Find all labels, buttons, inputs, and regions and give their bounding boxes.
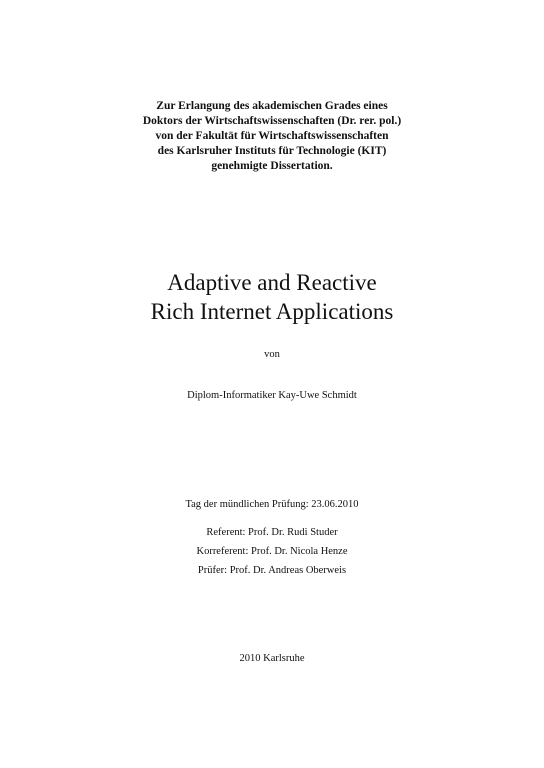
statement-line-1: Zur Erlangung des akademischen Grades eines xyxy=(156,100,388,112)
exam-date: Tag der mündlichen Prüfung: 23.06.2010 xyxy=(185,499,359,510)
referent: Referent: Prof. Dr. Rudi Studer xyxy=(206,527,338,538)
title-line-2: Rich Internet Applications xyxy=(150,299,394,324)
title-line-1: Adaptive and Reactive xyxy=(167,270,377,295)
place-and-year: 2010 Karlsruhe xyxy=(239,653,305,664)
statement-line-5: genehmigte Dissertation. xyxy=(211,160,333,172)
dissertation-statement xyxy=(0,99,544,174)
statement-line-4: des Karlsruher Instituts für Technologie (KIT) xyxy=(157,145,387,157)
author-name: Diplom-Informatiker Kay-Uwe Schmidt xyxy=(187,390,357,401)
thesis-title xyxy=(0,268,544,326)
korreferent: Korreferent: Prof. Dr. Nicola Henze xyxy=(196,546,348,557)
pruefer: Prüfer: Prof. Dr. Andreas Oberweis xyxy=(197,565,347,576)
examination-committee xyxy=(0,523,544,580)
statement-line-2: Doktors der Wirtschaftswissenschaften (Dr. rer. pol.) xyxy=(142,115,402,127)
statement-line-3: von der Fakultät für Wirtschaftswissenschaften xyxy=(155,130,389,142)
von-label: von xyxy=(264,349,280,360)
